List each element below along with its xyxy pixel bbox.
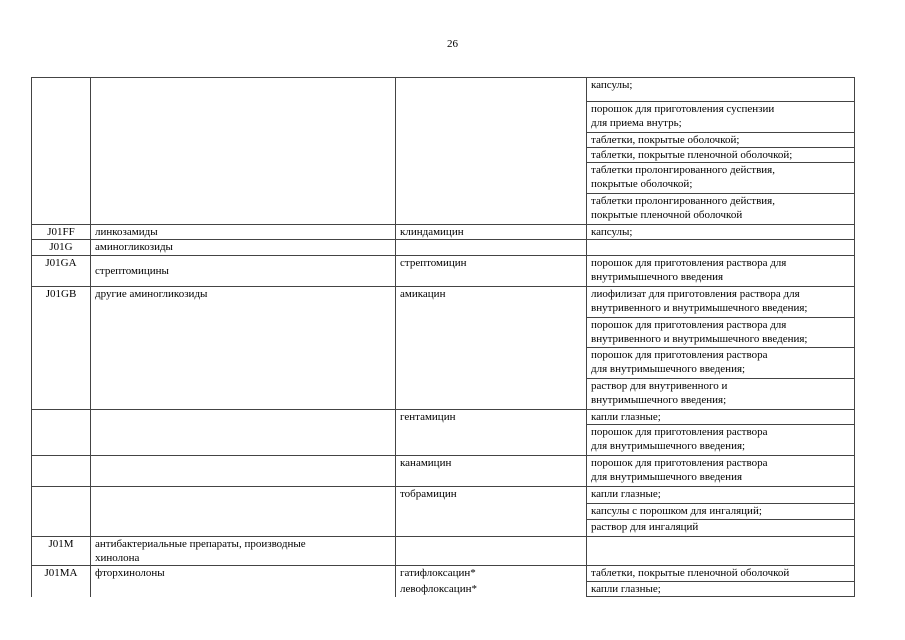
table-row [32,425,855,456]
drug-cell [396,163,587,194]
dosage-form-cell [587,240,855,256]
atc-code-cell [32,410,91,425]
group-cell [91,410,396,425]
table-row [32,225,855,240]
table-row [32,318,855,348]
drug-cell [396,520,587,537]
group-cell [91,520,396,537]
group-cell [91,504,396,520]
table-row [32,194,855,225]
dosage-form-cell: капсулы; [587,78,855,102]
dosage-form-cell: порошок для приготовления раствора для внутримышечного введения [587,456,855,487]
drug-cell [396,240,587,256]
drug-cell [396,78,587,102]
atc-code-cell [32,487,91,504]
group-cell [91,78,396,102]
table-row [32,240,855,256]
dosage-form-cell: раствор для ингаляций [587,520,855,537]
dosage-form-cell: порошок для приготовления раствора для внутримышечного введения [587,256,855,287]
dosage-form-cell: таблетки, покрытые пленочной оболочкой; [587,148,855,163]
group-cell [91,102,396,133]
group-cell [91,348,396,379]
drug-cell [396,379,587,410]
table-row [32,456,855,487]
drug-cell [396,148,587,163]
atc-code-cell [32,582,91,597]
group-cell [91,379,396,410]
dosage-form-cell: капсулы с порошком для ингаляций; [587,504,855,520]
drug-cell [396,504,587,520]
atc-code-cell [32,133,91,148]
table-row [32,582,855,597]
group-cell [91,163,396,194]
table-row [32,537,855,566]
group-cell: антибактериальные препараты, производные хинолона [91,537,396,566]
atc-code-cell [32,520,91,537]
atc-code-cell: J01GA [32,256,91,287]
atc-code-cell: J01FF [32,225,91,240]
drug-cell: гатифлоксацин* [396,566,587,582]
atc-code-cell [32,425,91,456]
dosage-form-cell [587,537,855,566]
group-cell [91,194,396,225]
group-cell [91,148,396,163]
atc-code-cell [32,348,91,379]
table-row [32,504,855,520]
atc-code-cell [32,78,91,102]
dosage-form-cell: порошок для приготовления раствора для внутримышечного введения; [587,425,855,456]
dosage-form-cell: порошок для приготовления раствора для внутривенного и внутримышечного введения; [587,318,855,348]
drug-cell [396,318,587,348]
drug-cell: левофлоксацин* [396,582,587,597]
drug-cell [396,425,587,456]
drug-cell [396,102,587,133]
table-row [32,133,855,148]
dosage-form-cell: капли глазные; [587,487,855,504]
table-row [32,78,855,102]
dosage-form-cell: таблетки пролонгированного действия, покрытые пленочной оболочкой [587,194,855,225]
group-cell [91,582,396,597]
table-row [32,163,855,194]
table-row [32,487,855,504]
dosage-form-cell: порошок для приготовления суспензии для приема внутрь; [587,102,855,133]
dosage-form-cell: капли глазные; [587,410,855,425]
atc-code-cell [32,379,91,410]
drug-cell: канамицин [396,456,587,487]
atc-code-cell [32,456,91,487]
table-row [32,102,855,133]
drug-table [31,77,855,597]
drug-cell [396,348,587,379]
atc-code-cell: J01GB [32,287,91,318]
group-cell: стрептомицины [91,256,396,287]
group-cell: аминогликозиды [91,240,396,256]
atc-code-cell: J01MA [32,566,91,582]
drug-cell [396,133,587,148]
group-cell [91,456,396,487]
table-row [32,379,855,410]
dosage-form-cell: таблетки, покрытые пленочной оболочкой [587,566,855,582]
dosage-form-cell: таблетки пролонгированного действия, покрытые оболочкой; [587,163,855,194]
group-cell: другие аминогликозиды [91,287,396,318]
drug-cell [396,194,587,225]
group-cell [91,425,396,456]
table-row [32,287,855,318]
atc-code-cell [32,148,91,163]
drug-table-body [32,78,855,597]
atc-code-cell [32,318,91,348]
drug-cell: амикацин [396,287,587,318]
atc-code-cell [32,163,91,194]
dosage-form-cell: капсулы; [587,225,855,240]
group-cell: фторхинолоны [91,566,396,582]
page-number: 26 [447,38,458,50]
atc-code-cell [32,194,91,225]
drug-cell [396,537,587,566]
dosage-form-cell: таблетки, покрытые оболочкой; [587,133,855,148]
drug-cell: стрептомицин [396,256,587,287]
group-cell [91,318,396,348]
table-row [32,520,855,537]
atc-code-cell: J01M [32,537,91,566]
atc-code-cell: J01G [32,240,91,256]
table-row [32,148,855,163]
atc-code-cell [32,102,91,133]
table-row [32,256,855,287]
dosage-form-cell: капли глазные; [587,582,855,597]
drug-cell: гентамицин [396,410,587,425]
table-row [32,566,855,582]
drug-cell: клиндамицин [396,225,587,240]
table-row [32,348,855,379]
group-cell: линкозамиды [91,225,396,240]
dosage-form-cell: раствор для внутривенного и внутримышечного введения; [587,379,855,410]
drug-cell: тобрамицин [396,487,587,504]
dosage-form-cell: порошок для приготовления раствора для внутримышечного введения; [587,348,855,379]
dosage-form-cell: лиофилизат для приготовления раствора для внутривенного и внутримышечного введения; [587,287,855,318]
group-cell [91,133,396,148]
atc-code-cell [32,504,91,520]
table-row [32,410,855,425]
group-cell [91,487,396,504]
